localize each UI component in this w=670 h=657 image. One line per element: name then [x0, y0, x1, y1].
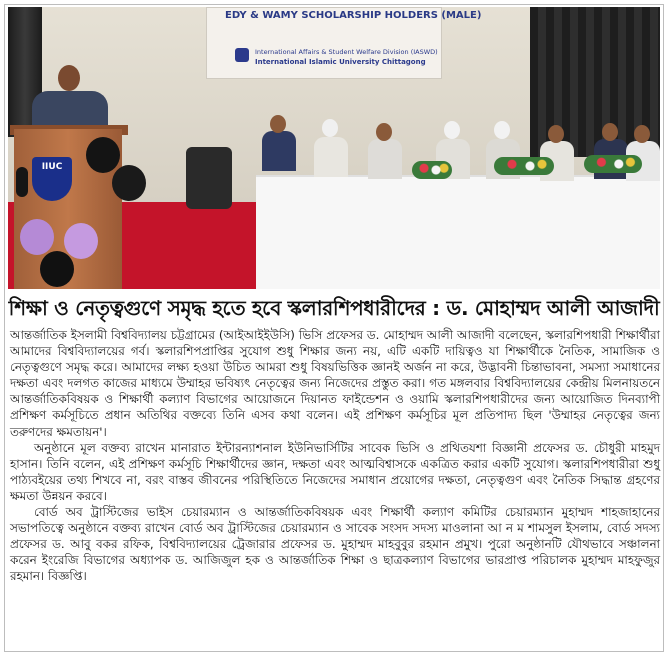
flower-bouquet-2	[494, 157, 554, 175]
balloon-purple-1	[20, 219, 54, 255]
flower-bouquet-1	[412, 161, 452, 179]
news-clipping	[4, 4, 664, 652]
balloon-black-2	[112, 165, 146, 201]
flower-bouquet-3	[584, 155, 642, 173]
balloon-purple-2	[64, 223, 98, 259]
balloon-black-5	[16, 167, 28, 197]
article-body	[10, 327, 660, 585]
head-table	[256, 175, 660, 289]
podium-emblem: IIUC	[32, 157, 72, 201]
banner-logo-icon	[235, 48, 249, 62]
banner-title: EDY & WAMY SCHOLARSHIP HOLDERS (MALE)	[225, 10, 482, 21]
banner-line-2: International Islamic University Chittagong	[255, 58, 426, 66]
balloon-black-1	[86, 137, 120, 173]
stage-banner	[206, 7, 482, 79]
event-photo	[8, 7, 660, 289]
banner-line-1: International Affairs & Student Welfare Division (IASWD)	[255, 48, 438, 56]
article-paragraph-2: অনুষ্ঠানে মূল বক্তব্য রাখেন মানারাত ইন্টারন্যাশনাল ইউনিভার্সিটির সাবেক ভিসি ও প্রথিতযশা বিজ্ঞানী প্রফেসর ড. চৌধুরী মাহমুদ হাসান। তিনি বলেন, এই প্রশিক্ষণ কর্মসূচি শিক্ষার্থীদের জ্ঞান, দক্ষতা এবং আত্মবিশ্বাসকে একত্রিত করার একটি সুযোগ। স্কলারশিপধারীরা শুধু পাঠ্যবইয়ের তথ্য শিখবে না, বরং বাস্তব জীবনের পরিস্থিতিতে নিজেদের সমাধান প্রয়োগের দক্ষতা, নেতৃত্বগুণ এবং নৈতিক সিদ্ধান্ত গ্রহণের ক্ষমতা উন্নয়ন করবে।	[10, 440, 660, 503]
balloon-black-3	[40, 251, 74, 287]
article-paragraph-1: আন্তর্জাতিক ইসলামী বিশ্ববিদ্যালয় চট্টগ্রামের (আইআইইউসি) ভিসি প্রফেসর ড. মোহাম্মদ আলী আজাদী বলেছেন, স্কলারশিপধারী শিক্ষার্থীরা আমাদের বিশ্ববিদ্যালয়ের গর্ব। স্কলারশিপপ্রাপ্তির সুযোগ শুধু শিক্ষার জন্য নয়, এটি একটি দায়িত্বও যা শিক্ষার্থীকে নৈতিক, সামাজিক ও নেতৃত্বগুণে সমৃদ্ধ করে। আমাদের লক্ষ্য হওয়া উচিত আমরা শুধু বিষয়ভিত্তিক জ্ঞানই অর্জন না করে, উদ্ভাবনী চিন্তাভাবনা, সমস্যা সমাধানের দক্ষতা এবং দলগত কাজের মাধ্যমে উম্মাহর ভবিষ্যৎ নেতৃত্বের জন্য নিজেদের প্রস্তুত করা। গত মঙ্গলবার বিশ্ববিদ্যালয়ের কেন্দ্রীয় মিলনায়তনে আন্তর্জাতিকবিষয়ক ও শিক্ষার্থী কল্যাণ বিভাগের আয়োজনে দিয়ানত ফাইন্ডেশন ও ওয়ামি স্কলারশিপধারীদের জন্য আয়োজিত দিনব্যাপী প্রশিক্ষণ কর্মসূচিতে প্রধান অতিথির বক্তব্যে তিনি এসব কথা বলেন। এই প্রশিক্ষণ কর্মসূচির মূল প্রতিপাদ্য ছিল 'উম্মাহর নেতৃত্বের জন্য তরুণদের ক্ষমতায়ন'।	[10, 328, 660, 439]
headline: শিক্ষা ও নেতৃত্বগুণে সমৃদ্ধ হতে হবে স্কলারশিপধারীদের : ড. মোহাম্মদ আলী আজাদী	[8, 296, 660, 320]
empty-chair	[186, 147, 232, 209]
article-paragraph-3: বোর্ড অব ট্রাস্টিজের ভাইস চেয়ারম্যান ও আন্তর্জাতিকবিষয়ক এবং শিক্ষার্থী কল্যাণ কমিটির চেয়ারম্যান মুহাম্মদ শাহজাহানের সভাপতিত্বে অনুষ্ঠানে বক্তব্য রাখেন বোর্ড অব ট্রাস্টিজের চেয়ারম্যান ও সাবেক সংসদ সদস্য মাওলানা আ ন ম শামসুল ইসলাম, বোর্ড সদস্য প্রফেসর ড. আবু বকর রফিক, বিশ্ববিদ্যালয়ের ট্রেজারার প্রফেসর ড. মুহাম্মদ মাহবুবুর রহমান প্রমুখ। পুরো অনুষ্ঠানটি যৌথভাবে সঞ্চালনা করেন ইংরেজি বিভাগের অধ্যাপক ড. আজিজুল হক ও আন্তর্জাতিক শিক্ষা ও ছাত্রকল্যাণ বিভাগের ভারপ্রাপ্ত পরিচালক মুহাম্মদ মাহফুজুর রহমান। বিজ্ঞপ্তি।	[10, 505, 660, 584]
